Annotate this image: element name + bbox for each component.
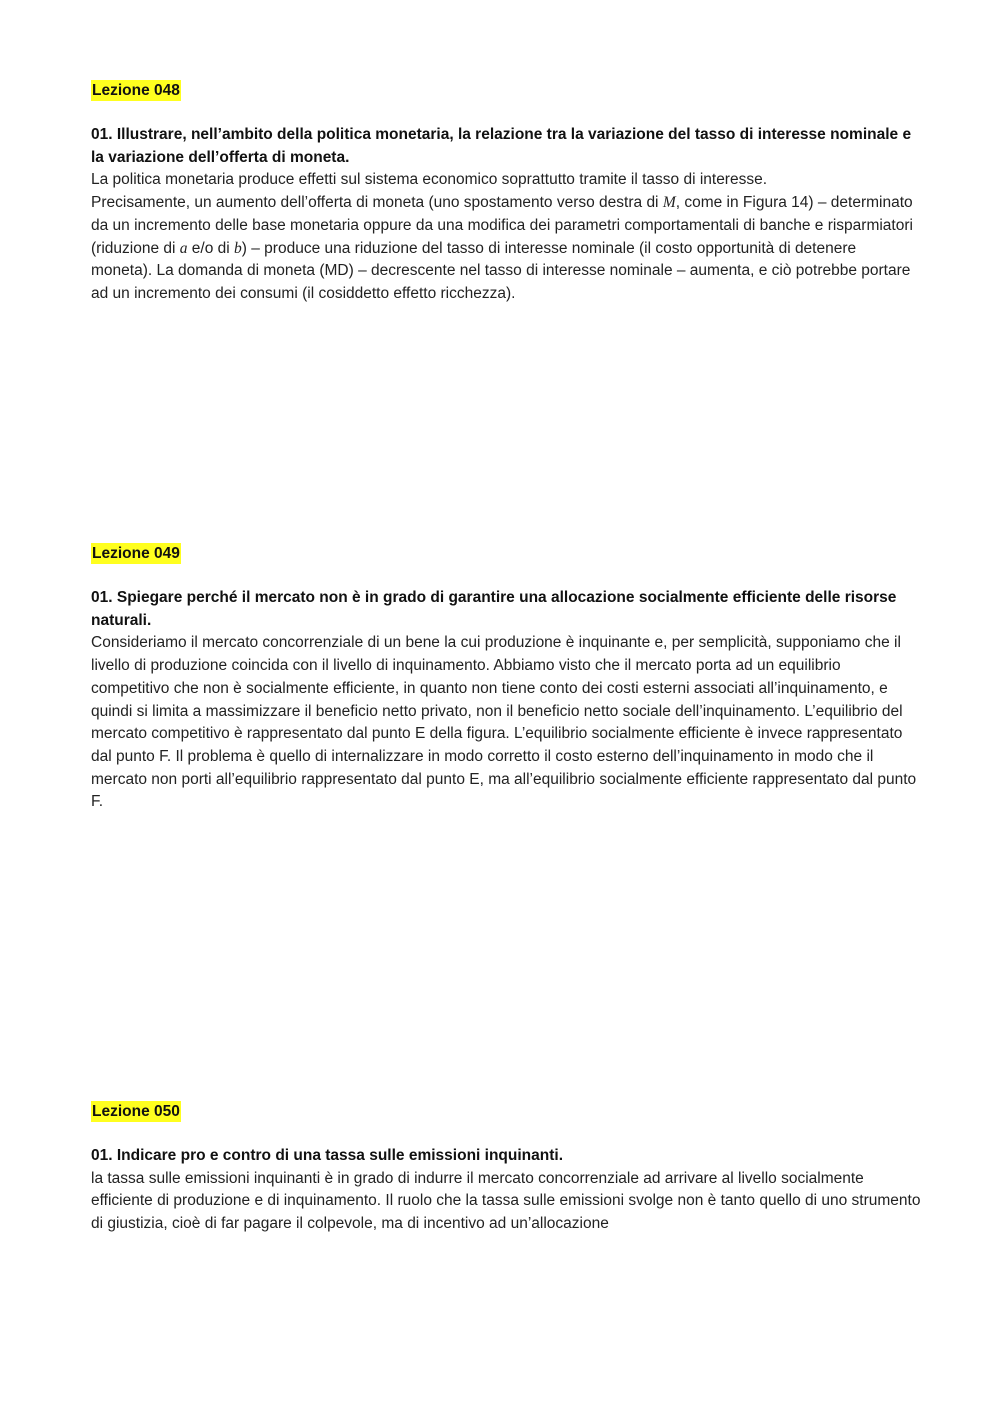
question: 01. Illustrare, nell’ambito della politica monetaria, la relazione tra la variazione del tasso di interesse nominale e la variazione dell’offerta di moneta. <box>91 126 912 166</box>
lesson-title: Lezione 049 <box>92 545 180 562</box>
answer: la tassa sulle emissioni inquinanti è in grado di indurre il mercato concorrenziale ad arrivare al livello socialmente efficiente di produzione e di inquinamento. Il ruolo che la tassa sulle emissioni svolge non è tanto quello di uno strumento di giustizia, cioè di far pagare il colpevole, ma di incentivo ad un’allocazione <box>91 1169 921 1233</box>
question: 01. Spiegare perché il mercato non è in grado di garantire una allocazione socialmente efficiente delle risorse naturali. <box>91 589 897 629</box>
answer-text: ) – produce una riduzione del tasso di interesse nominale (il costo opportunità di detenere moneta). La domanda di moneta (MD) – decrescente nel tasso di interesse nominale – aumenta, e ciò potrebbe portare ad un incremento dei consumi (il cosiddetto effetto ricchezza). <box>91 239 911 302</box>
answer-text: e/o di <box>187 239 235 257</box>
math-symbol: M <box>662 194 676 212</box>
answer-text: , come in Figura 14) – determinato da un incremento delle base monetaria oppure da una modifica dei parametri comportamentali di banche e risparmiatori <box>91 194 913 234</box>
question: 01. Indicare pro e contro di una tassa sulle emissioni inquinanti. <box>91 1147 564 1164</box>
lesson-048 <box>91 80 921 306</box>
answer-paragraph <box>91 192 921 237</box>
lesson-050 <box>91 1101 921 1236</box>
lesson-049 <box>91 543 921 814</box>
answer: Consideriamo il mercato concorrenziale di un bene la cui produzione è inquinante e, per semplicità, supponiamo che il livello di produzione coincida con il livello di inquinamento. Abbiamo visto che il mercato porta ad un equilibrio competitivo che non è socialmente efficiente, in quanto non tiene conto dei costi esterni associati all’inquinamento, e quindi si limita a massimizzare il beneficio netto privato, non il beneficio netto sociale dell’inquinamento. L’equilibrio del mercato competitivo è rappresentato dal punto E della figura. L’equilibrio socialmente efficiente è invece rappresentato dal punto F. Il problema è quello di internalizzare in modo corretto il costo esterno dell’inquinamento in modo che il mercato non porti all’equilibrio rappresentato dal punto E, ma all’equilibrio socialmente efficiente rappresentato dal punto F. <box>91 634 917 811</box>
lesson-title: Lezione 050 <box>92 1103 180 1120</box>
answer-text: (riduzione di <box>91 239 180 257</box>
math-symbol: b <box>234 239 242 257</box>
answer-text: Precisamente, un aumento dell’offerta di moneta (uno spostamento verso destra di <box>91 194 663 212</box>
answer-paragraph <box>91 238 921 306</box>
answer-paragraph: La politica monetaria produce effetti sul sistema economico soprattutto tramite il tasso di interesse. <box>91 171 768 189</box>
math-symbol: a <box>179 239 188 257</box>
answer <box>91 169 921 305</box>
lesson-title: Lezione 048 <box>92 82 180 99</box>
